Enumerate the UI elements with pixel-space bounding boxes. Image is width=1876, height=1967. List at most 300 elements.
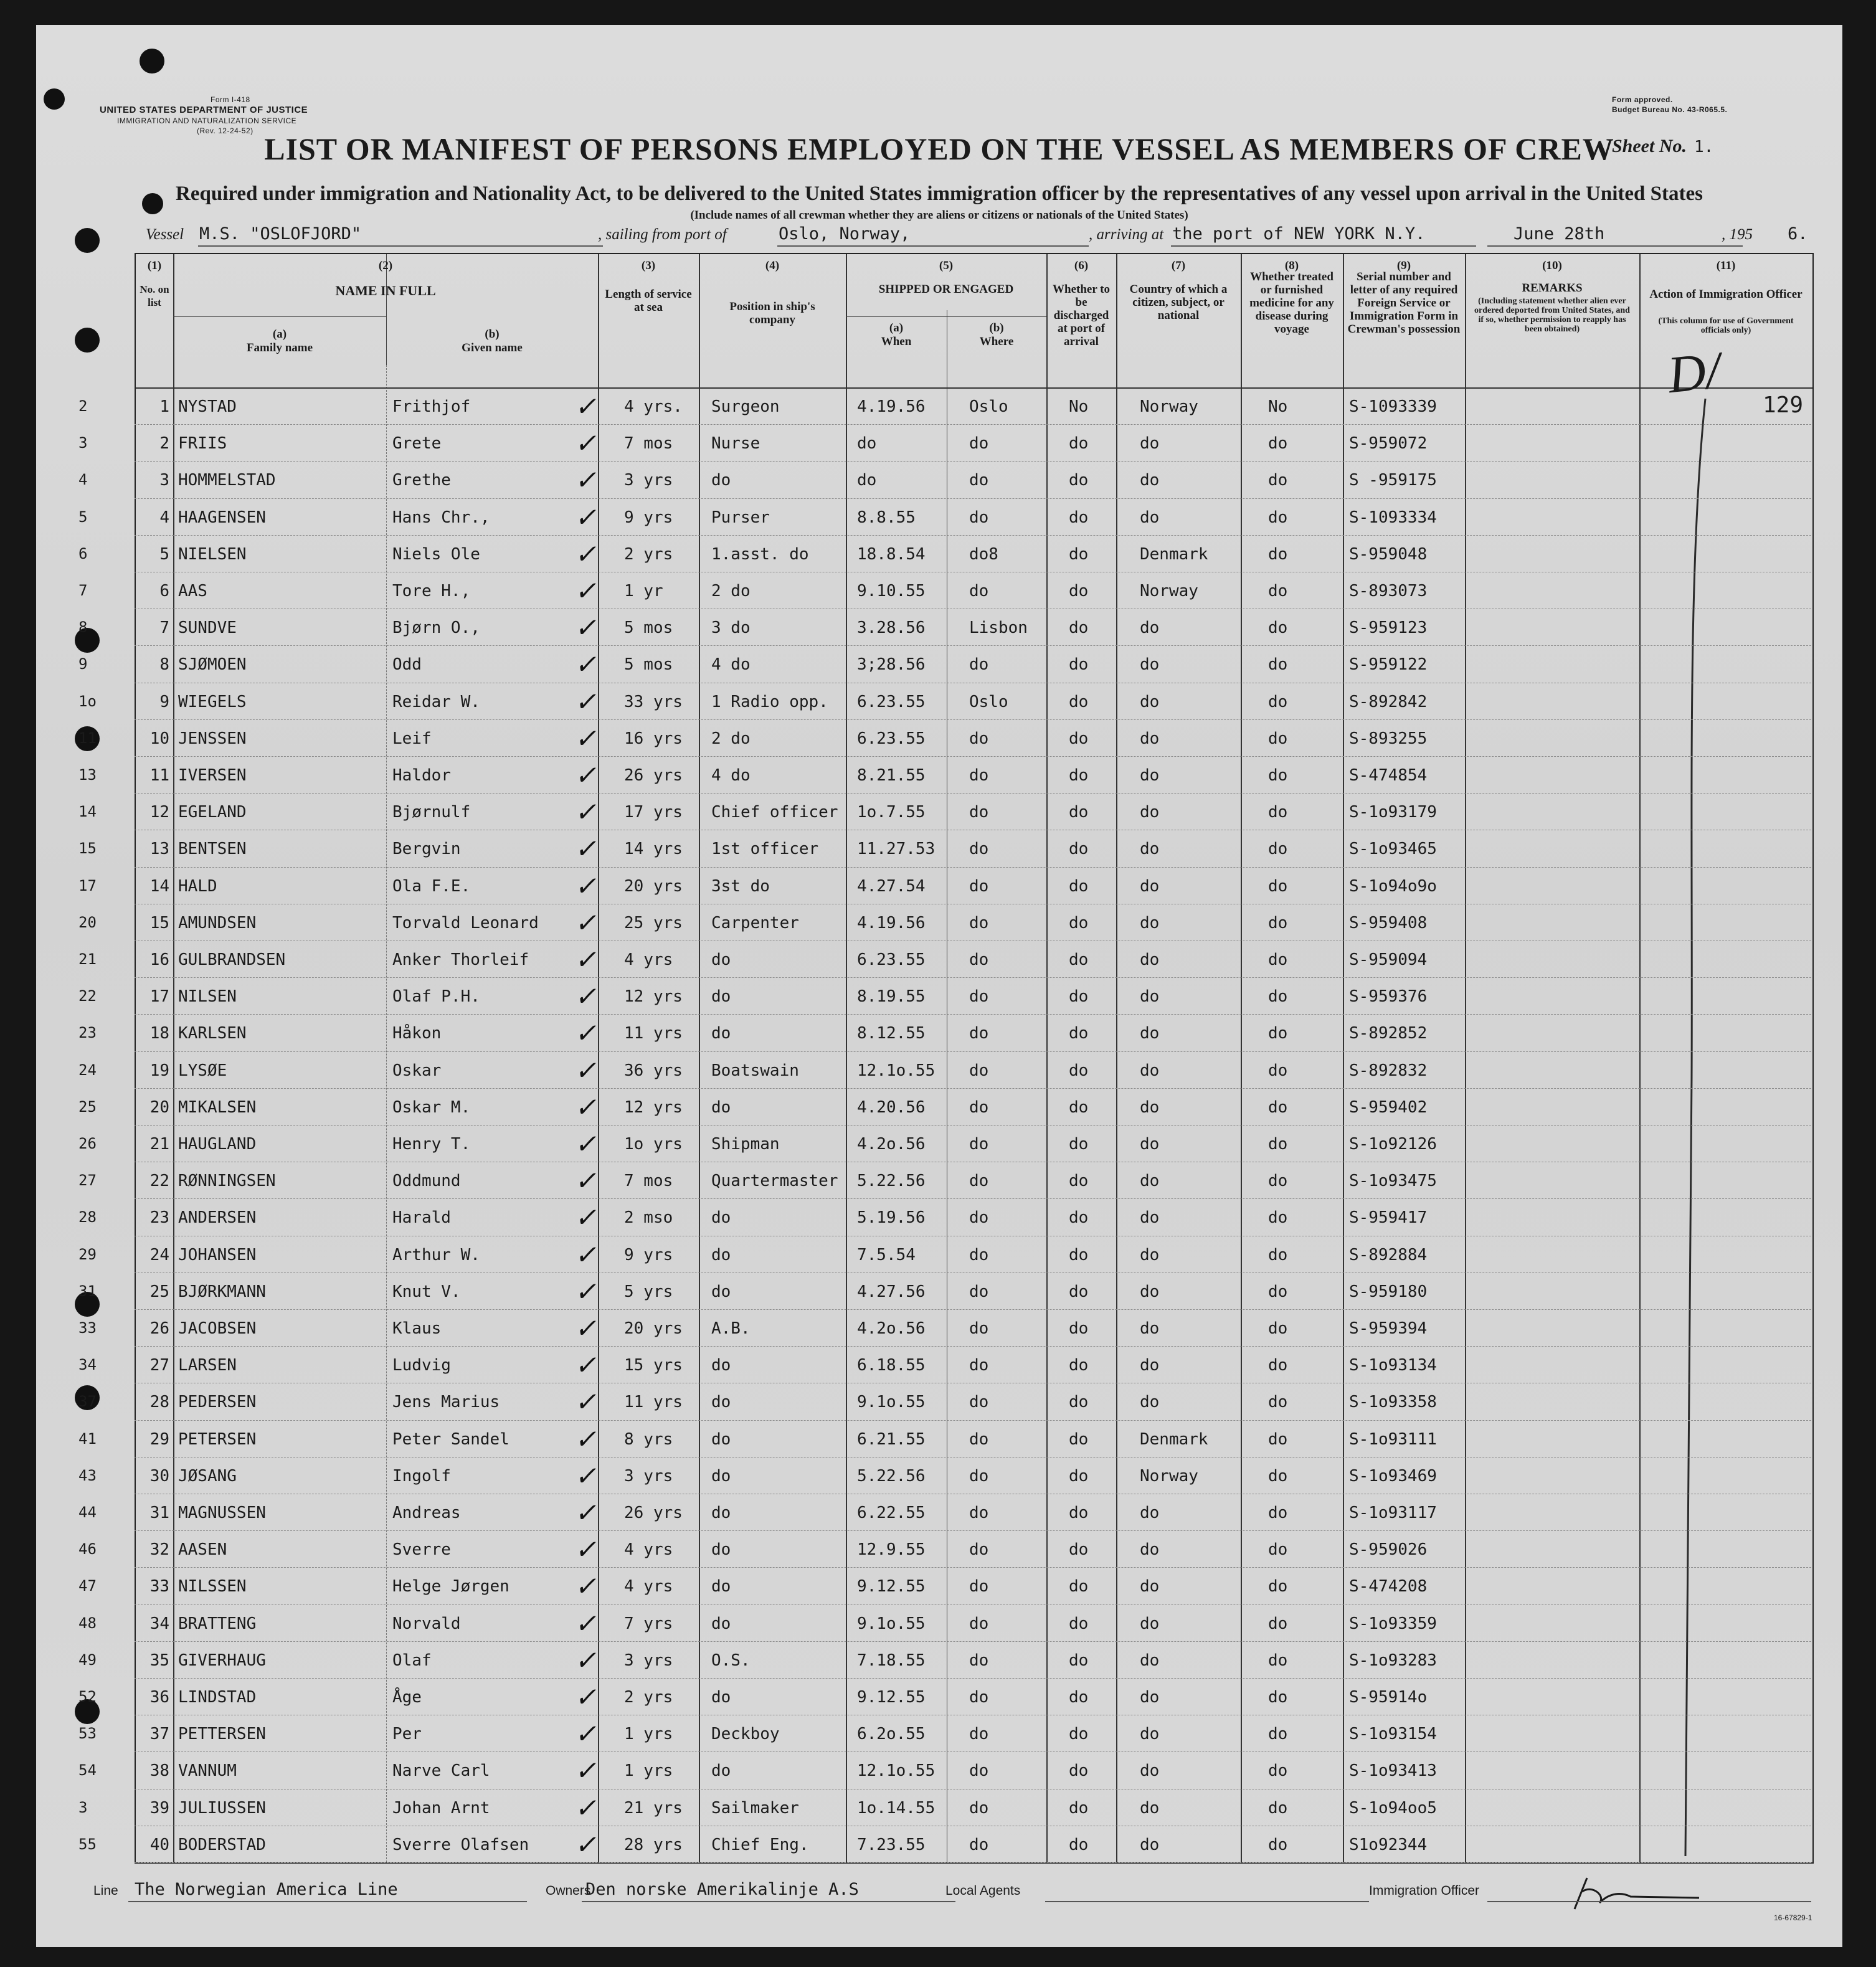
col-10-label: REMARKS	[1522, 282, 1583, 295]
list-number: 30	[149, 1466, 169, 1486]
table-row	[78, 1567, 1811, 1604]
given-name: Ludvig	[392, 1356, 451, 1375]
shipped-when: 9.1o.55	[857, 1614, 926, 1633]
col-5b-number: (b)	[989, 321, 1004, 334]
table-row	[78, 977, 1811, 1015]
service-length: 2 yrs	[624, 1688, 673, 1707]
discharged: do	[1069, 1688, 1089, 1707]
country: do	[1140, 1577, 1160, 1596]
position: do	[711, 1504, 731, 1522]
position: do	[711, 1024, 731, 1043]
family-name: NILSEN	[178, 987, 237, 1007]
family-name: IVERSEN	[178, 766, 247, 785]
outer-line-number: 15	[78, 840, 97, 858]
shipped-when: 7.23.55	[857, 1835, 926, 1854]
discharged: do	[1069, 1651, 1089, 1670]
table-row	[78, 904, 1811, 941]
given-name: Oskar M.	[392, 1097, 471, 1117]
discharged: do	[1069, 1798, 1089, 1818]
shipped-when: 9.10.55	[857, 582, 926, 600]
family-name: PETERSEN	[178, 1429, 257, 1449]
underline	[1045, 1901, 1369, 1902]
col-9-number: (9)	[1396, 259, 1411, 272]
discharged: do	[1069, 471, 1089, 490]
treated: do	[1268, 1761, 1288, 1781]
outer-line-number: 34	[78, 1356, 97, 1374]
country: do	[1140, 1135, 1160, 1154]
given-name: Norvald	[392, 1614, 461, 1633]
list-number: 25	[149, 1282, 169, 1301]
shipped-when: 4.19.56	[857, 397, 926, 416]
underline	[1487, 245, 1743, 247]
family-name: BJØRKMANN	[178, 1282, 266, 1301]
list-number: 3	[159, 471, 169, 490]
col-2a-number: (a)	[272, 328, 287, 341]
family-name: JØSANG	[178, 1466, 237, 1486]
table-row	[78, 1198, 1811, 1236]
col-4-number: (4)	[765, 259, 780, 272]
table-row	[78, 645, 1811, 683]
list-number: 20	[149, 1097, 169, 1117]
arrival-date: June 28th	[1514, 224, 1605, 244]
position: Chief Eng.	[711, 1835, 809, 1854]
sheet-label: Sheet No.	[1612, 136, 1687, 156]
underline	[1487, 1901, 1811, 1902]
header-rule	[173, 316, 386, 317]
given-name: Haldor	[392, 766, 451, 785]
position: 1.asst. do	[711, 544, 809, 564]
treated: do	[1268, 655, 1288, 675]
outer-line-number: 22	[78, 987, 97, 1005]
shipped-when: 5.22.56	[857, 1466, 926, 1486]
family-name: HAUGLAND	[178, 1135, 257, 1154]
country: do	[1140, 1504, 1160, 1522]
outer-line-number: 3	[78, 1798, 88, 1816]
given-name: Klaus	[392, 1319, 442, 1338]
table-row	[78, 1051, 1811, 1089]
service-length: 7 mos	[624, 434, 673, 453]
col-1-number: (1)	[147, 259, 162, 272]
outer-line-number: 28	[78, 1208, 97, 1226]
serial-number: S-474854	[1349, 766, 1428, 785]
position: O.S.	[711, 1651, 751, 1670]
outer-line-number: 43	[78, 1466, 97, 1484]
country: do	[1140, 1319, 1160, 1338]
outer-line-number: 5	[78, 508, 88, 526]
serial-number: S-1o93111	[1349, 1429, 1437, 1449]
table-row	[78, 683, 1811, 720]
shipped-when: 8.8.55	[857, 508, 916, 527]
country: do	[1140, 729, 1160, 748]
table-row	[78, 1125, 1811, 1162]
list-number: 15	[149, 913, 169, 932]
col-5-number: (5)	[939, 259, 954, 272]
table-row	[78, 1420, 1811, 1457]
country: do	[1140, 508, 1160, 527]
country: do	[1140, 619, 1160, 638]
check-mark-icon: ✓	[573, 1313, 602, 1344]
serial-number: S-1o93413	[1349, 1761, 1437, 1781]
col-6-label: Whether to be discharged at port of arrival	[1053, 283, 1110, 348]
discharged: do	[1069, 1466, 1089, 1486]
family-name: HAAGENSEN	[178, 508, 266, 527]
position: Purser	[711, 508, 770, 527]
family-name: PEDERSEN	[178, 1393, 257, 1412]
check-mark-icon: ✓	[573, 1534, 602, 1565]
check-mark-icon: ✓	[573, 1239, 602, 1270]
treated: do	[1268, 1024, 1288, 1043]
shipped-when: 1o.14.55	[857, 1798, 936, 1818]
table-row	[78, 1641, 1811, 1679]
family-name: GIVERHAUG	[178, 1651, 266, 1670]
shipped-when: 7.5.54	[857, 1245, 916, 1264]
col-1-label: No. on list	[140, 283, 169, 308]
position: do	[711, 950, 731, 969]
list-number: 36	[149, 1688, 169, 1707]
service-length: 1 yr	[624, 582, 663, 600]
outer-line-number: 4	[78, 471, 88, 489]
service-length: 16 yrs	[624, 729, 683, 748]
check-mark-icon: ✓	[573, 1682, 602, 1712]
shipped-when: 6.21.55	[857, 1429, 926, 1449]
service-length: 11 yrs	[624, 1024, 683, 1043]
treated: do	[1268, 1245, 1288, 1264]
shipped-where: do	[969, 1577, 989, 1596]
given-name: Leif	[392, 729, 432, 748]
outer-line-number: 52	[78, 1688, 97, 1705]
discharged: do	[1069, 1356, 1089, 1375]
shipped-where: do	[969, 1504, 989, 1522]
table-row	[78, 1088, 1811, 1126]
shipped-when: 3.28.56	[857, 619, 926, 638]
treated: do	[1268, 876, 1288, 896]
discharged: do	[1069, 876, 1089, 896]
shipped-when: 5.19.56	[857, 1208, 926, 1228]
arriving-at: the port of NEW YORK N.Y.	[1172, 224, 1426, 244]
list-number: 32	[149, 1540, 169, 1560]
discharged: do	[1069, 1097, 1089, 1117]
service-length: 26 yrs	[624, 1504, 683, 1522]
list-number: 23	[149, 1208, 169, 1228]
table-row	[78, 1383, 1811, 1420]
family-name: SJØMOEN	[178, 655, 247, 675]
serial-number: S -959175	[1349, 471, 1437, 490]
owners-label: Owners	[546, 1884, 591, 1898]
outer-line-number: 13	[78, 766, 97, 784]
list-number: 39	[149, 1798, 169, 1818]
country: do	[1140, 1761, 1160, 1781]
given-name: Narve Carl	[392, 1761, 490, 1781]
discharged: do	[1069, 1135, 1089, 1154]
given-name: Jens Marius	[392, 1393, 500, 1412]
shipped-when: 6.18.55	[857, 1356, 926, 1375]
outer-line-number: 11	[78, 729, 97, 747]
family-name: NYSTAD	[178, 397, 237, 416]
shipped-where: do	[969, 840, 989, 859]
outer-line-number: 2	[78, 397, 88, 415]
position: 2 do	[711, 729, 751, 748]
table-row	[78, 867, 1811, 904]
service-length: 28 yrs	[624, 1835, 683, 1854]
outer-line-number: 37	[78, 1393, 97, 1411]
country: Norway	[1140, 1466, 1198, 1486]
shipped-when: 6.23.55	[857, 729, 926, 748]
list-number: 7	[159, 619, 169, 638]
shipped-when: 11.27.53	[857, 840, 936, 859]
discharged: do	[1069, 766, 1089, 785]
position: do	[711, 987, 731, 1007]
country: do	[1140, 1651, 1160, 1670]
outer-line-number: 23	[78, 1024, 97, 1042]
serial-number: S-1o93117	[1349, 1504, 1437, 1522]
sheet-number	[1612, 136, 1713, 157]
shipped-where: do	[969, 729, 989, 748]
given-name: Anker Thorleif	[392, 950, 529, 969]
subtitle: Required under immigration and Nationality Act, to be delivered to the United States immigration officer by the representatives of any vessel upon arrival in the United States	[176, 182, 1703, 205]
position: Quartermaster	[711, 1172, 838, 1191]
outer-line-number: 53	[78, 1725, 97, 1743]
shipped-where: do	[969, 987, 989, 1007]
vessel-name: M.S. "OSLOFJORD"	[199, 224, 362, 244]
discharged: do	[1069, 1835, 1089, 1854]
service-length: 12 yrs	[624, 1097, 683, 1117]
shipped-where: do	[969, 766, 989, 785]
treated: do	[1268, 1208, 1288, 1228]
serial-number: S-959394	[1349, 1319, 1428, 1338]
discharged: do	[1069, 1245, 1089, 1264]
page-title: LIST OR MANIFEST OF PERSONS EMPLOYED ON THE VESSEL AS MEMBERS OF CREW	[264, 131, 1614, 166]
given-name: Tore H.,	[392, 582, 471, 600]
col-5a-label: When	[881, 335, 912, 348]
discharged: do	[1069, 803, 1089, 822]
outer-line-number: 20	[78, 913, 97, 931]
shipped-where: do	[969, 1651, 989, 1670]
discharged: do	[1069, 950, 1089, 969]
check-mark-icon: ✓	[573, 981, 602, 1012]
family-name: KARLSEN	[178, 1024, 247, 1043]
position: Nurse	[711, 434, 760, 453]
given-name: Peter Sandel	[392, 1429, 509, 1449]
col-11-number: (11)	[1716, 259, 1736, 272]
shipped-where: do	[969, 1688, 989, 1707]
year-prefix: , 195	[1722, 226, 1753, 243]
service-length: 25 yrs	[624, 913, 683, 932]
country: do	[1140, 1688, 1160, 1707]
serial-number: S-959123	[1349, 619, 1428, 638]
shipped-where: do	[969, 1466, 989, 1486]
list-number: 34	[149, 1614, 169, 1633]
position: do	[711, 1282, 731, 1301]
check-mark-icon: ✓	[573, 723, 602, 754]
country: do	[1140, 987, 1160, 1007]
list-number: 14	[149, 876, 169, 896]
outer-line-number: 25	[78, 1097, 97, 1116]
shipped-where: do	[969, 1798, 989, 1818]
serial-number: S-1093334	[1349, 508, 1437, 527]
outer-line-number: 9	[78, 655, 88, 673]
given-name: Niels Ole	[392, 544, 480, 564]
table-row	[78, 535, 1811, 572]
owners-value: Den norske Amerikalinje A.S	[585, 1880, 859, 1899]
table-row	[78, 572, 1811, 609]
country: do	[1140, 1725, 1160, 1744]
serial-number: S-1o93283	[1349, 1651, 1437, 1670]
list-number: 35	[149, 1651, 169, 1670]
check-mark-icon: ✓	[573, 760, 602, 790]
budget-bureau: Budget Bureau No. 43-R065.5.	[1612, 105, 1728, 114]
position: 3st do	[711, 876, 770, 896]
shipped-when: 7.18.55	[857, 1651, 926, 1670]
shipped-where: do	[969, 508, 989, 527]
serial-number: S-959048	[1349, 544, 1428, 564]
given-name: Sverre	[392, 1540, 451, 1560]
table-row	[78, 1715, 1811, 1752]
service-length: 20 yrs	[624, 876, 683, 896]
family-name: JULIUSSEN	[178, 1798, 266, 1818]
country: do	[1140, 840, 1160, 859]
family-name: JOHANSEN	[178, 1245, 257, 1264]
discharged: do	[1069, 1761, 1089, 1781]
serial-number: S-893255	[1349, 729, 1428, 748]
treated: do	[1268, 1651, 1288, 1670]
serial-number: S-892842	[1349, 692, 1428, 711]
serial-number: S-892852	[1349, 1024, 1428, 1043]
line-label: Line	[93, 1884, 118, 1898]
serial-number: S-1o93475	[1349, 1172, 1437, 1191]
serial-number: S-959026	[1349, 1540, 1428, 1560]
punch-hole	[44, 88, 65, 110]
table-row	[78, 793, 1811, 830]
serial-number: S-959122	[1349, 655, 1428, 675]
discharged: do	[1069, 1577, 1089, 1596]
position: 4 do	[711, 655, 751, 675]
country: do	[1140, 803, 1160, 822]
table-row	[78, 1014, 1811, 1051]
treated: do	[1268, 1356, 1288, 1375]
position: Chief officer	[711, 803, 838, 822]
shipped-where: do	[969, 1614, 989, 1633]
discharged: do	[1069, 1172, 1089, 1191]
shipped-when: 1o.7.55	[857, 803, 926, 822]
col-2-number: (2)	[378, 259, 393, 272]
underline	[582, 1901, 955, 1902]
given-name: Grete	[392, 434, 442, 453]
country: do	[1140, 1393, 1160, 1412]
treated: do	[1268, 619, 1288, 638]
shipped-when: 8.19.55	[857, 987, 926, 1007]
shipped-where: do	[969, 950, 989, 969]
country: do	[1140, 1282, 1160, 1301]
position: do	[711, 1393, 731, 1412]
year-suffix: 6.	[1788, 224, 1808, 244]
shipped-when: 18.8.54	[857, 544, 926, 564]
list-number: 5	[159, 544, 169, 564]
outer-line-number: 46	[78, 1540, 97, 1558]
position: do	[711, 1208, 731, 1228]
col-4-label: Position in ship's company	[729, 300, 815, 326]
list-number: 6	[159, 582, 169, 600]
list-number: 31	[149, 1504, 169, 1522]
family-name: SUNDVE	[178, 619, 237, 638]
form-revision: (Rev. 12-24-52)	[197, 126, 253, 135]
col-5b-label: Where	[979, 335, 1014, 348]
shipped-when: 6.23.55	[857, 950, 926, 969]
family-name: MAGNUSSEN	[178, 1504, 266, 1522]
shipped-where: Oslo	[969, 397, 1008, 416]
shipped-where: do	[969, 1835, 989, 1854]
country: do	[1140, 766, 1160, 785]
shipped-where: do	[969, 434, 989, 453]
shipped-when: 8.21.55	[857, 766, 926, 785]
shipped-where: do	[969, 1172, 989, 1191]
shipped-where: do	[969, 1356, 989, 1375]
check-mark-icon: ✓	[573, 1202, 602, 1233]
treated: do	[1268, 1798, 1288, 1818]
table-row	[78, 1236, 1811, 1273]
service-length: 4 yrs	[624, 950, 673, 969]
check-mark-icon: ✓	[573, 1129, 602, 1159]
treated: do	[1268, 1061, 1288, 1080]
given-name: Torvald Leonard	[392, 913, 539, 932]
table-row	[78, 498, 1811, 536]
service-length: 26 yrs	[624, 766, 683, 785]
col-3-number: (3)	[641, 259, 656, 272]
service-length: 5 mos	[624, 619, 673, 638]
header-rule	[846, 316, 1046, 317]
serial-number: S-959094	[1349, 950, 1428, 969]
country: do	[1140, 1024, 1160, 1043]
list-number: 10	[149, 729, 169, 748]
country: do	[1140, 1245, 1160, 1264]
service-length: 21 yrs	[624, 1798, 683, 1818]
col-9-label: Serial number and letter of any required Foreign Service or Immigration Form in Crewman's possession	[1347, 270, 1461, 336]
family-name: JENSSEN	[178, 729, 247, 748]
treated: do	[1268, 1504, 1288, 1522]
given-name: Olaf P.H.	[392, 987, 480, 1007]
shipped-where: do	[969, 1725, 989, 1744]
shipped-when: 4.27.56	[857, 1282, 926, 1301]
outer-line-number: 55	[78, 1835, 97, 1853]
list-number: 22	[149, 1172, 169, 1191]
discharged: do	[1069, 1024, 1089, 1043]
given-name: Bergvin	[392, 840, 461, 859]
family-name: RØNNINGSEN	[178, 1172, 276, 1191]
shipped-where: do	[969, 1024, 989, 1043]
country: do	[1140, 655, 1160, 675]
outer-line-number: 49	[78, 1651, 97, 1669]
position: do	[711, 1761, 731, 1781]
serial-number: S-1o93179	[1349, 803, 1437, 822]
check-mark-icon: ✓	[573, 576, 602, 606]
check-mark-icon: ✓	[573, 538, 602, 569]
punch-hole	[75, 228, 100, 253]
discharged: do	[1069, 840, 1089, 859]
treated: do	[1268, 1725, 1288, 1744]
position: 4 do	[711, 766, 751, 785]
discharged: do	[1069, 692, 1089, 711]
shipped-when: 4.2o.56	[857, 1319, 926, 1338]
shipped-when: 3;28.56	[857, 655, 926, 675]
list-number: 26	[149, 1319, 169, 1338]
given-name: Oskar	[392, 1061, 442, 1080]
check-mark-icon: ✓	[573, 1165, 602, 1197]
given-name: Frithjof	[392, 397, 471, 416]
service-length: 33 yrs	[624, 692, 683, 711]
treated: do	[1268, 840, 1288, 859]
service-length: 12 yrs	[624, 987, 683, 1007]
print-code: 16-67829-1	[1774, 1913, 1812, 1922]
underline	[198, 245, 603, 247]
